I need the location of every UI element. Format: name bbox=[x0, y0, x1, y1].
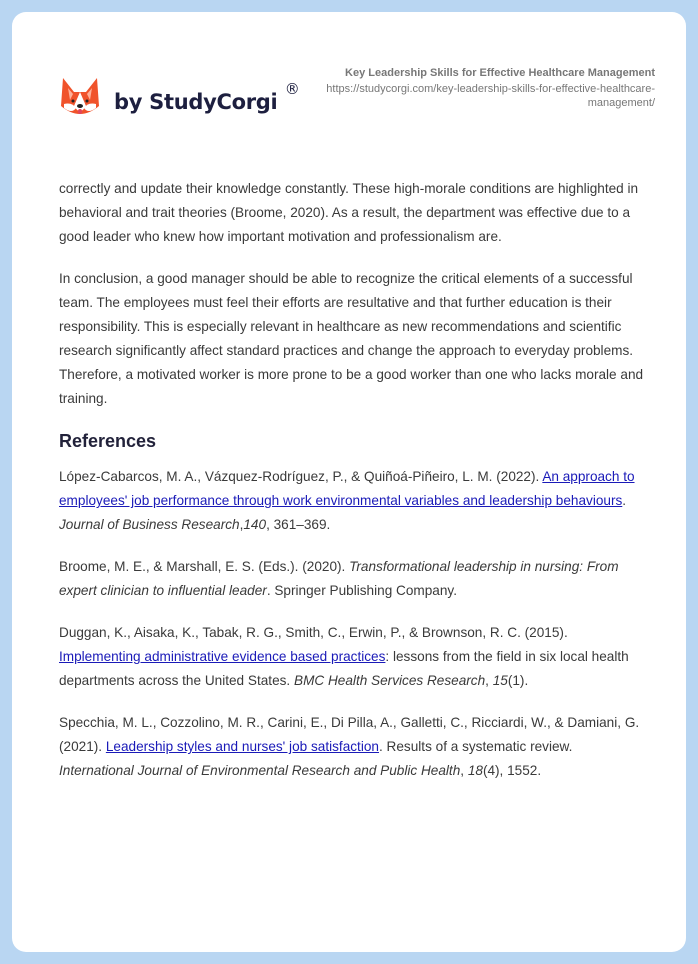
reference-text: . bbox=[622, 493, 627, 508]
document-url[interactable]: https://studycorgi.com/key-leadership-skills-for-effective-healthcare-management/ bbox=[326, 83, 655, 109]
reference-journal: BMC Health Services Research bbox=[294, 673, 486, 688]
separator: , bbox=[239, 517, 244, 532]
body-paragraph: correctly and update their knowledge constantly. These high-morale conditions are highlighted in behavioral and trait theories (Broome, 2020). As a result, the department was effective due to a good leader who knew how important motivation and professionalism are. bbox=[59, 181, 639, 244]
reference-publisher: . Springer Publishing Company. bbox=[266, 583, 457, 598]
reference-authors: Specchia, M. L., Cozzolino, M. R., Carini, E., Di Pilla, A., Galletti, C., Ricciardi, W., & Damiani, G. (2021). bbox=[59, 715, 640, 754]
logo-text: by StudyCorgi ® bbox=[114, 80, 300, 114]
reference-link[interactable]: An approach to employees' job performance through work environmental variables and leadership behaviours bbox=[59, 469, 635, 508]
studycorgi-logo[interactable] bbox=[60, 76, 300, 120]
reference-authors: Duggan, K., Aisaka, K., Tabak, R. G., Smith, C., Erwin, P., & Brownson, R. C. (2015). bbox=[59, 625, 568, 640]
reference-link[interactable]: Implementing administrative evidence based practices bbox=[59, 649, 386, 664]
reference-link[interactable]: Leadership styles and nurses' job satisfaction bbox=[105, 739, 379, 754]
reference-authors: Broome, M. E., & Marshall, E. S. (Eds.). (2020). bbox=[59, 559, 350, 574]
document-title: Key Leadership Skills for Effective Healthcare Management bbox=[345, 67, 655, 79]
reference-pages: (1). bbox=[507, 673, 529, 688]
reference-journal: Journal of Business Research bbox=[59, 517, 240, 532]
reference-pages: , 361–369. bbox=[266, 517, 331, 532]
document-card bbox=[12, 12, 686, 952]
separator: , bbox=[485, 673, 493, 688]
reference-text: : lessons from the field in six local health departments across the United States. bbox=[59, 649, 629, 688]
reference-item bbox=[59, 555, 649, 603]
reference-item bbox=[59, 465, 649, 537]
document-meta bbox=[315, 66, 655, 110]
reference-volume: 140 bbox=[243, 517, 267, 532]
reference-text: . Results of a systematic review. bbox=[378, 739, 573, 754]
reference-journal: International Journal of Environmental Research and Public Health bbox=[59, 763, 461, 778]
document-body bbox=[59, 177, 649, 801]
reference-item bbox=[59, 711, 649, 783]
reference-volume: 15 bbox=[492, 673, 508, 688]
page-header bbox=[12, 12, 686, 152]
reference-item bbox=[59, 621, 649, 693]
reference-pages: (4), 1552. bbox=[482, 763, 542, 778]
reference-volume: 18 bbox=[467, 763, 483, 778]
references-heading: References bbox=[59, 431, 157, 451]
corgi-icon bbox=[60, 76, 100, 120]
body-paragraph: In conclusion, a good manager should be able to recognize the critical elements of a successful team. The employees must feel their efforts are resultative and that further education is their responsibility. This is especially relevant in healthcare as new recommendations and scientific research significantly affect standard practices and change the approach to everyday problems. Therefore, a motivated worker is more prone to be a good worker than one who lacks morale and training. bbox=[59, 271, 644, 406]
separator: , bbox=[460, 763, 468, 778]
registered-mark: ® bbox=[284, 80, 300, 98]
reference-authors: López-Cabarcos, M. A., Vázquez-Rodríguez, P., & Quiñoá-Piñeiro, L. M. (2022). bbox=[59, 469, 543, 484]
reference-title: Transformational leadership in nursing: From expert clinician to influential leader bbox=[59, 559, 619, 598]
